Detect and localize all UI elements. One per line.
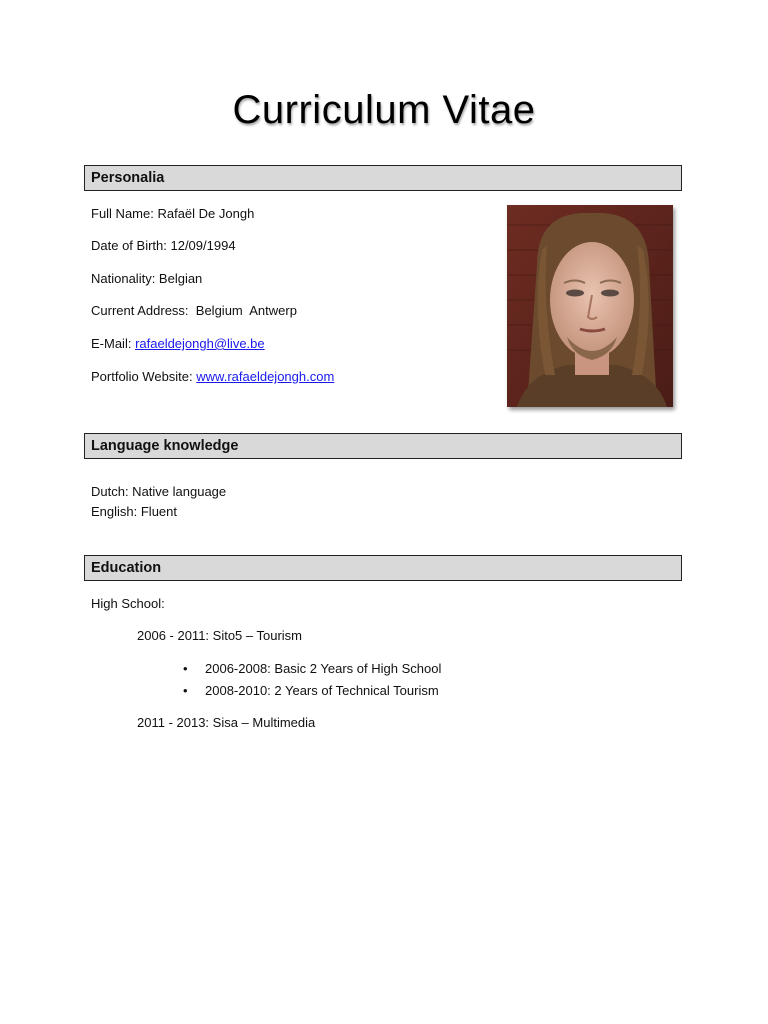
nationality-line (91, 271, 202, 287)
section-header-personalia: Personalia (84, 165, 682, 191)
profile-photo (507, 205, 673, 407)
full-name-label: Full Name: (91, 206, 158, 221)
dob-value: 12/09/1994 (170, 238, 236, 253)
language-item: English: Fluent (91, 504, 177, 519)
nationality-value: Belgian (158, 271, 203, 286)
school-entry: 2011 - 2013: Sisa – Multimedia (137, 715, 316, 730)
language-item: Dutch: Native language (91, 484, 227, 499)
page-title: Curriculum Vitae (232, 88, 536, 132)
school-entry: 2006 - 2011: Sito5 – Tourism (137, 628, 303, 643)
nationality-label: Nationality: (91, 271, 159, 286)
address-value: Belgium Antwerp (195, 303, 297, 318)
section-header-languages: Language knowledge (84, 433, 682, 459)
email-label: E-Mail: (91, 336, 136, 351)
address-line (91, 303, 297, 319)
section-header-education: Education (84, 555, 682, 581)
address-label: Current Address: (91, 303, 196, 318)
school-subitem: 2008-2010: 2 Years of Technical Tourism (205, 683, 439, 698)
bullet-icon: • (183, 661, 188, 676)
dob-label: Date of Birth: (91, 238, 171, 253)
portfolio-link[interactable]: www.rafaeldejongh.com (196, 369, 335, 384)
full-name-value: Rafaël De Jongh (157, 206, 255, 221)
school-subitem: 2006-2008: Basic 2 Years of High School (205, 661, 442, 676)
email-line (91, 336, 265, 352)
bullet-icon: • (183, 683, 188, 698)
full-name-line (91, 206, 254, 222)
portfolio-line (91, 369, 334, 385)
dob-line (91, 238, 236, 254)
email-link[interactable]: rafaeldejongh@live.be (135, 336, 265, 351)
high-school-label: High School: (91, 596, 165, 611)
portfolio-label: Portfolio Website: (91, 369, 197, 384)
